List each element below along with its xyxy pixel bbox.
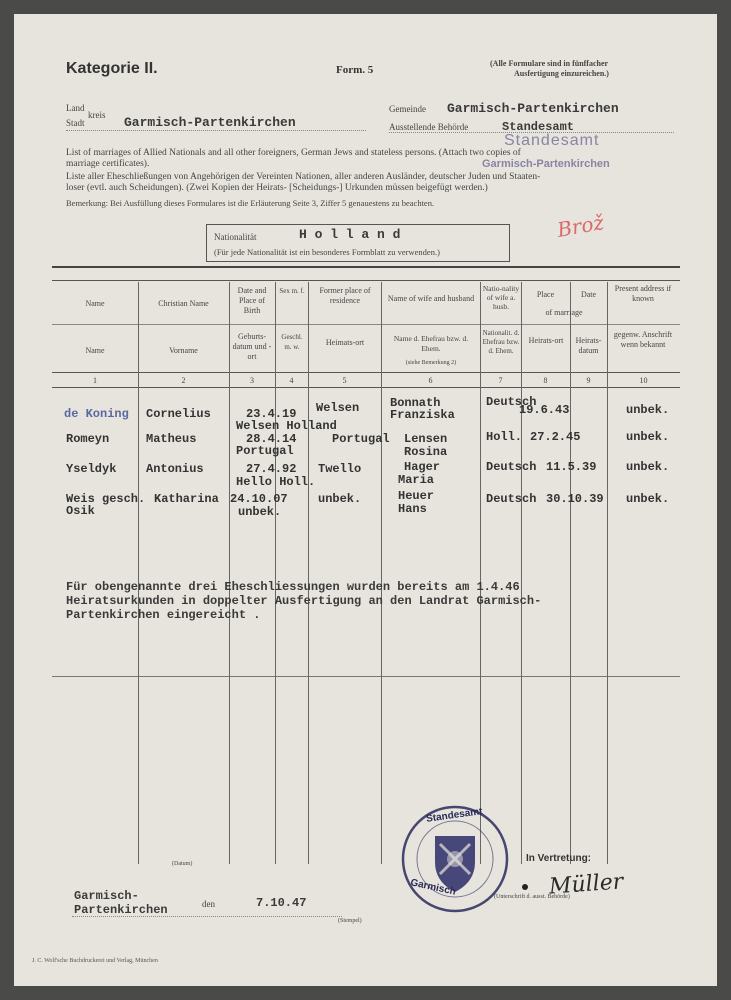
entry-address: unbek. bbox=[626, 430, 670, 444]
entry-spouse-2: Hans bbox=[398, 502, 427, 516]
intro-de-1: Liste aller Eheschließungen von Angehörigen der Vereinten Nationen, aller anderen Ausländer, deutscher Juden und Staaten- bbox=[66, 172, 541, 182]
form-note-1: (Alle Formulare sind in fünffacher bbox=[490, 59, 609, 68]
entry-address: unbek. bbox=[626, 460, 670, 474]
entry-marriage-date: 11.5.39 bbox=[546, 460, 597, 474]
col-5-en: Former place of residence bbox=[319, 286, 371, 305]
entry-marriage-date: 19.6.43 bbox=[519, 403, 570, 417]
kreis-label: kreis bbox=[88, 110, 106, 120]
entry-residence: Twello bbox=[318, 462, 362, 476]
col-4-de: Geschl. m. w. bbox=[281, 333, 303, 351]
nationality-note: (Für jede Nationalität ist ein besonderes Formblatt zu verwenden.) bbox=[214, 247, 440, 257]
col-num-2: 2 bbox=[181, 376, 186, 385]
handwritten-signature: Müller bbox=[548, 869, 625, 900]
entry-name: de Koning bbox=[64, 407, 129, 421]
signature-date: 7.10.47 bbox=[256, 896, 307, 910]
entry-residence: Portugal bbox=[332, 432, 390, 446]
col-8-en: Place bbox=[536, 290, 555, 299]
entry-nationality: Deutsch bbox=[486, 395, 537, 409]
entry-spouse-1: Lensen bbox=[404, 432, 448, 446]
gemeinde-value: Garmisch-Partenkirchen bbox=[447, 101, 619, 116]
entry-birth-place: Portugal bbox=[236, 444, 294, 458]
intro-de-2: loser (evtl. auch Scheidungen). (Zwei Kopien der Heirats- [Scheidungs-] Urkunden müssen beigefügt werden.) bbox=[66, 183, 488, 193]
entry-birth-date: 28.4.14 bbox=[246, 432, 297, 446]
col-num-6: 6 bbox=[428, 376, 433, 385]
entry-first-name: Cornelius bbox=[146, 407, 211, 421]
col-num-7: 7 bbox=[498, 376, 503, 385]
entry-name-2: Osik bbox=[66, 504, 95, 518]
col-89-shared: of marriage bbox=[545, 308, 583, 317]
col-2-de: Vorname bbox=[169, 346, 198, 355]
entry-birth-date: 27.4.92 bbox=[246, 462, 297, 476]
col-9-en: Date bbox=[580, 290, 597, 299]
entry-marriage-date: 27.2.45 bbox=[530, 430, 581, 444]
place-line-1: Garmisch- bbox=[74, 889, 139, 903]
col-3-de: Geburts-datum und -ort bbox=[232, 332, 272, 361]
behoerde-value: Standesamt bbox=[502, 120, 575, 134]
col-7-de: Nationalit. d. Ehefrau bzw. d. Ehem. bbox=[482, 329, 520, 355]
standesamt-stamp-line1: Standesamt bbox=[504, 132, 600, 149]
footnote-line-3: Partenkirchen eingereicht . bbox=[66, 608, 261, 622]
entry-birth-place: Hello Holl. bbox=[236, 475, 316, 489]
col-5-de: Heimats-ort bbox=[325, 338, 365, 347]
stadt-label: Stadt bbox=[66, 118, 85, 128]
col-2-en: Christian Name bbox=[158, 299, 209, 308]
entry-nationality: Deutsch bbox=[486, 460, 537, 474]
entry-birth-place: Welsen Holland bbox=[236, 419, 337, 433]
footnote-line-2: Heiratsurkunden in doppelter Ausfertigung an den Landrat Garmisch- bbox=[66, 594, 542, 608]
col-1-en: Name bbox=[85, 299, 105, 308]
remark: Bemerkung: Bei Ausfüllung dieses Formulares ist die Erläuterung Seite 3, Ziffer 5 genauestens zu beachten. bbox=[66, 198, 435, 208]
nationality-value: H o l l a n d bbox=[299, 227, 401, 242]
entry-nationality: Deutsch bbox=[486, 492, 537, 506]
col-num-3: 3 bbox=[250, 376, 254, 385]
entry-name: Weis gesch. bbox=[66, 492, 146, 506]
behoerde-label: Ausstellende Behörde bbox=[389, 122, 469, 132]
col-3-en: Date and Place of Birth bbox=[237, 286, 267, 315]
col-num-5: 5 bbox=[342, 376, 347, 385]
entry-spouse-2: Rosina bbox=[404, 445, 448, 459]
col-4-en: Sex m. f. bbox=[279, 287, 305, 295]
entry-birth-place: unbek. bbox=[238, 505, 282, 519]
place-line-2: Partenkirchen bbox=[74, 903, 168, 917]
entry-name: Yseldyk bbox=[66, 462, 117, 476]
col-9-de: Heirats-datum bbox=[575, 336, 602, 355]
entry-name: Romeyn bbox=[66, 432, 110, 446]
intro-en-1: List of marriages of Allied Nationals and all other foreigners, German Jews and stateless persons. (Attach two copies of bbox=[66, 148, 521, 158]
land-label: Land bbox=[66, 103, 85, 113]
form-number: Form. 5 bbox=[336, 64, 374, 76]
entry-spouse-1: Heuer bbox=[398, 489, 435, 503]
seal-text-top: Standesamt bbox=[425, 806, 484, 825]
col-6-de-note: (siehe Bemerkung 2) bbox=[405, 360, 457, 366]
nationality-label: Nationalität bbox=[214, 232, 257, 242]
col-6-de: Name d. Ehefrau bzw. d. Ehem. bbox=[393, 334, 469, 353]
col-num-9: 9 bbox=[586, 376, 591, 385]
den-label: den bbox=[202, 899, 215, 909]
kategorie-title: Kategorie II. bbox=[66, 60, 158, 77]
entry-first-name: Antonius bbox=[146, 462, 204, 476]
document-page bbox=[14, 14, 717, 986]
stempel-label: (Stempel) bbox=[338, 918, 362, 924]
col-num-10: 10 bbox=[639, 376, 648, 385]
entry-first-name: Katharina bbox=[154, 492, 219, 506]
col-6-en: Name of wife and husband bbox=[387, 294, 475, 303]
entry-birth-date: 24.10.07 bbox=[230, 492, 288, 506]
entry-first-name: Matheus bbox=[146, 432, 197, 446]
col-10-de: gegenw. Anschrift wenn bekannt bbox=[613, 330, 673, 349]
unterschrift-label: (Unterschrift d. ausst. Behörde) bbox=[494, 894, 570, 900]
col-num-4: 4 bbox=[289, 376, 294, 385]
entry-marriage-date: 30.10.39 bbox=[546, 492, 604, 506]
entry-birth-date: 23.4.19 bbox=[246, 407, 297, 421]
red-annotation: Brož bbox=[555, 210, 606, 242]
entry-spouse-1: Hager bbox=[404, 460, 441, 474]
signature-dot bbox=[522, 884, 528, 890]
entry-spouse-2: Franziska bbox=[390, 408, 455, 422]
entry-spouse-2: Maria bbox=[398, 473, 435, 487]
footnote-line-1: Für obengenannte drei Eheschliessungen wurden bereits am 1.4.46 bbox=[66, 580, 520, 594]
entry-residence: Welsen bbox=[316, 401, 360, 415]
entry-nationality: Holl. bbox=[486, 430, 523, 444]
printer-imprint: J. C. Wolf'sche Buchdruckerei und Verlag, München bbox=[32, 958, 158, 964]
gemeinde-label: Gemeinde bbox=[389, 104, 426, 114]
date-label: (Datum) bbox=[172, 861, 193, 867]
col-num-8: 8 bbox=[543, 376, 548, 385]
col-1-de: Name bbox=[85, 346, 105, 355]
col-8-de: Heirats-ort bbox=[528, 336, 564, 345]
intro-en-2: marriage certificates). bbox=[66, 159, 150, 169]
col-7-en: Natio-nality of wife a. husb. bbox=[482, 284, 520, 311]
entry-address: unbek. bbox=[626, 492, 670, 506]
standesamt-stamp-line2: Garmisch-Partenkirchen bbox=[482, 158, 610, 170]
kreis-value: Garmisch-Partenkirchen bbox=[124, 115, 296, 130]
seal-text-bottom: Garmisch bbox=[409, 877, 457, 898]
entry-spouse-1: Bonnath bbox=[390, 396, 441, 410]
entry-address: unbek. bbox=[626, 403, 670, 417]
entry-residence: unbek. bbox=[318, 492, 362, 506]
col-num-1: 1 bbox=[93, 376, 97, 385]
vertretung-label: In Vertretung: bbox=[526, 853, 592, 864]
col-10-en: Present address if known bbox=[614, 284, 672, 303]
form-note-2: Ausfertigung einzureichen.) bbox=[514, 69, 609, 78]
